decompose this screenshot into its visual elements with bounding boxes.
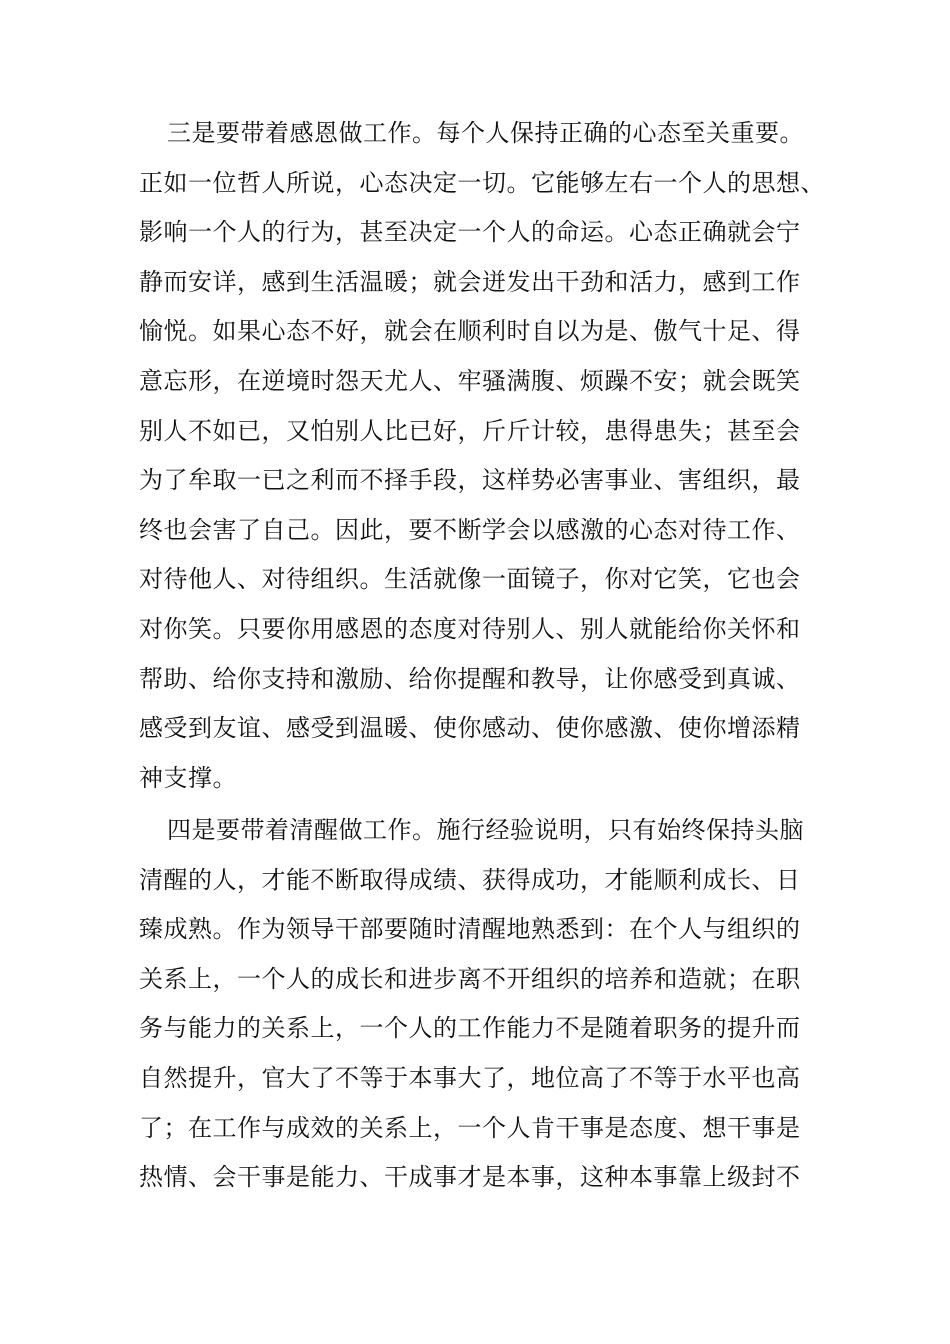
- paragraph-line: 神支撑。: [139, 763, 237, 792]
- paragraph-line: 对你笑。只要你用感恩的态度对待别人、别人就能给你关怀和: [139, 614, 801, 643]
- paragraph-line: 终也会害了自己。因此，要不断学会以感激的心态对待工作、: [139, 515, 801, 544]
- paragraph-line: 感受到友谊、感受到温暖、使你感动、使你感激、使你增添精: [139, 714, 801, 743]
- paragraph-line: 愉悦。如果心态不好，就会在顺利时自以为是、傲气十足、得: [139, 317, 801, 346]
- paragraph-line: 清醒的人，才能不断取得成绩、获得成功，才能顺利成长、日: [139, 865, 801, 894]
- paragraph-line: 静而安详，感到生活温暖；就会迸发出干劲和活力，感到工作: [139, 267, 801, 296]
- paragraph-line: 别人不如已，又怕别人比已好，斤斤计较，患得患失；甚至会: [139, 416, 801, 445]
- paragraph-clarity: [139, 806, 839, 1203]
- paragraph-line: 臻成熟。作为领导干部要随时清醒地熟悉到：在个人与组织的: [139, 915, 801, 944]
- paragraph-line: 帮助、给你支持和激励、给你提醒和教导，让你感受到真诚、: [139, 664, 801, 693]
- paragraph-line: 了；在工作与成效的关系上，一个人肯干事是态度、想干事是: [139, 1113, 801, 1142]
- paragraph-line: 务与能力的关系上，一个人的工作能力不是随着职务的提升而: [139, 1014, 801, 1043]
- paragraph-line: 四是要带着清醒做工作。施行经验说明，只有始终保持头脑: [167, 816, 804, 844]
- paragraph-line: 三是要带着感恩做工作。每个人保持正确的心态至关重要。: [167, 119, 804, 147]
- paragraph-line: 正如一位哲人所说，心态决定一切。它能够左右一个人的思想、: [139, 168, 825, 197]
- paragraph-line: 影响一个人的行为，甚至决定一个人的命运。心态正确就会宁: [139, 218, 801, 247]
- paragraph-line: 意忘形，在逆境时怨天尤人、牢骚满腹、烦躁不安；就会既笑: [139, 366, 801, 395]
- paragraph-line: 为了牟取一已之利而不择手段，这样势必害事业、害组织，最: [139, 466, 801, 495]
- paragraph-line: 关系上，一个人的成长和进步离不开组织的培养和造就；在职: [139, 964, 801, 993]
- paragraph-gratitude: [139, 109, 839, 803]
- paragraph-line: 热情、会干事是能力、干成事才是本事，这种本事靠上级封不: [139, 1163, 801, 1192]
- paragraph-line: 自然提升，官大了不等于本事大了，地位高了不等于水平也高: [139, 1063, 801, 1092]
- paragraph-line: 对待他人、对待组织。生活就像一面镜子，你对它笑，它也会: [139, 565, 801, 594]
